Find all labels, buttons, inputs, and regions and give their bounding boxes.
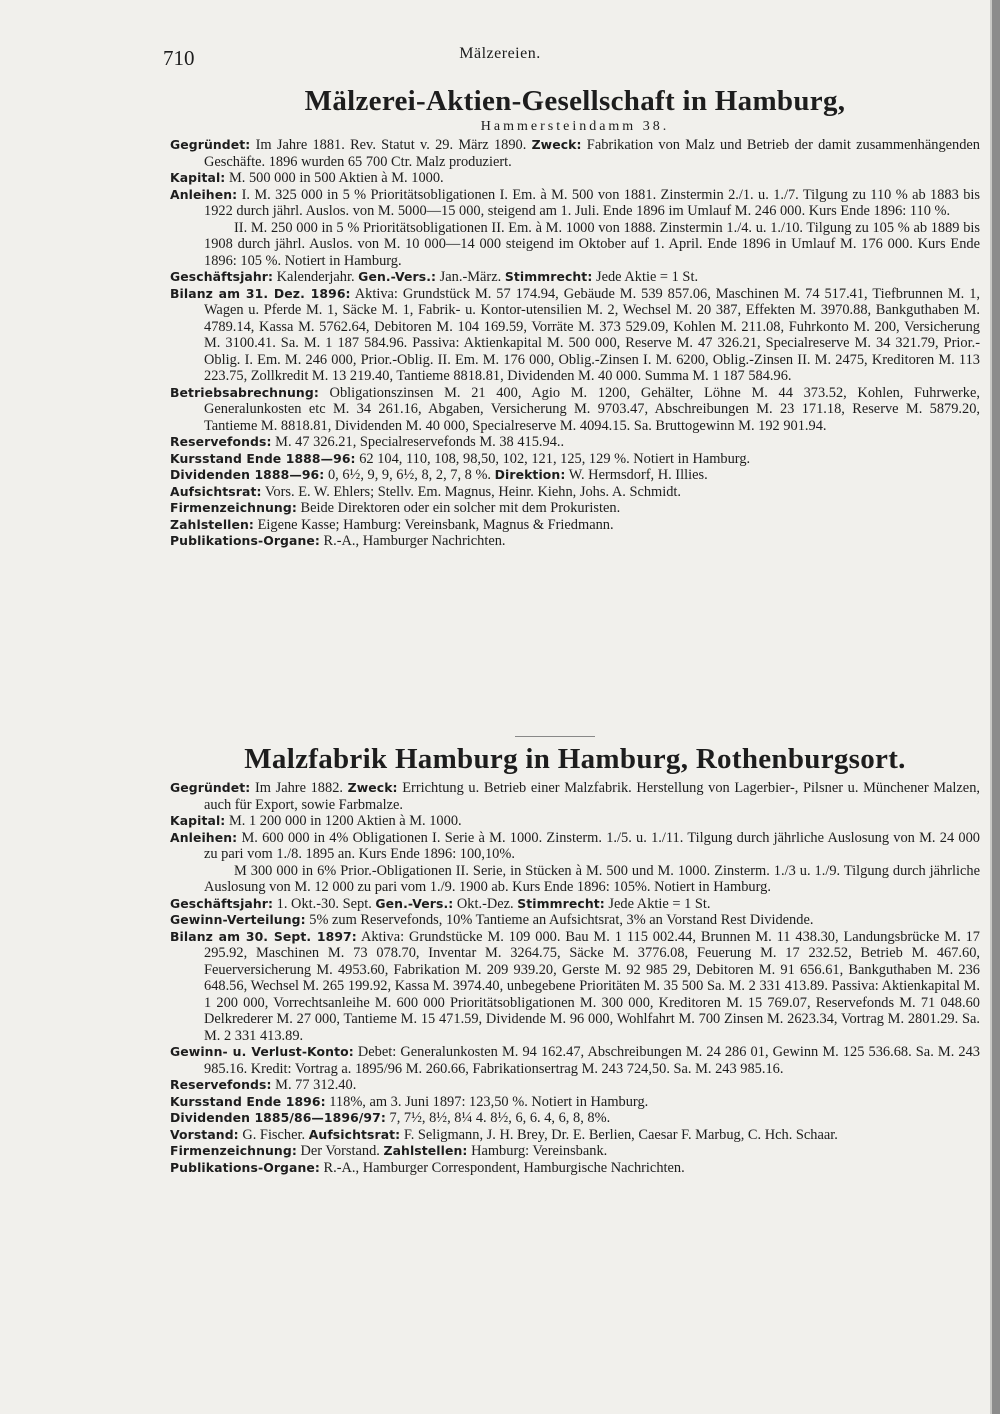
- entry-reservefonds: Reservefonds: M. 77 312.40.: [170, 1077, 357, 1093]
- entry-kapital: Kapital: M. 1 200 000 in 1200 Aktien à M. 1000.: [170, 813, 462, 829]
- page-edge: [992, 0, 1000, 1414]
- entry-dividenden: Dividenden 1888—96: 0, 6½, 9, 9, 6½, 8, 2, 7, 8 %. Direktion: W. Hermsdorf, H. Illies.: [170, 467, 708, 483]
- company-address: Hammersteindamm 38.: [480, 119, 670, 134]
- entry-gegruendet: Gegründet: Im Jahre 1881. Rev. Statut v. 29. März 1890. Zweck: Fabrikation von Malz und Betrieb der damit zusammenhängenden Geschäfte. 1896 wurden 65 700 Ctr. Malz produziert.: [170, 137, 981, 170]
- entry-kursstand: Kursstand Ende 1888—96: 62 104, 110, 108, 98,50, 102, 121, 125, 129 %. Notiert in Hamburg.: [170, 450, 751, 467]
- entry-kapital: Kapital: M. 500 000 in 500 Aktien à M. 1000.: [170, 170, 444, 186]
- entry-publikations-organe: Publikations-Organe: R.-A., Hamburger Correspondent, Hamburgische Nachrichten.: [170, 1159, 685, 1176]
- entry-dividenden: Dividenden 1885/86—1896/97: 7, 7½, 8½, 8¼ 4. 8½, 6, 6. 4, 6, 8, 8%.: [170, 1110, 611, 1126]
- entry-gegruendet: Gegründet: Im Jahre 1882. Zweck: Errichtung u. Betrieb einer Malzfabrik. Herstellung von Lagerbier-, Pilsner u. Münchener Malzen, auch für Export, sowie Farbmalze.: [170, 780, 980, 813]
- company-entry-2: [170, 742, 980, 1176]
- entry-bilanz: Bilanz am 30. Sept. 1897: Aktiva: Grundstücke M. 109 000. Bau M. 1 115 002.44, Brunnen M. 11 438.30, Landungsbrücke M. 17 295.92, Maschinen M. 73 078.70, Inventar M. 3264.75, Säcke M. 3776.08, Feuerung M. 17 232.52, Betrieb M. 467.60, Feuerversicherung M. 4953.60, Fabrikation M. 209 939.20, Gerste M. 92 985 29, Debitoren M. 91 656.61, Bankguthaben M. 236 648.56, Wechsel M. 265 199.92, Kassa M. 3974.40, unbegebene Prioritäten M. 35 500 Sa. M. 2 331 413.89. Passiva: Aktienkapital M. 1 200 000, Vorrechtsanleihe M. 600 000 Prioritätsobligationen M. 300 000, Kreditoren M. 15 769.07, Reservefonds M. 71 048.60 Delkrederer M. 27 000, Tantieme M. 15 471.59, Dividende M. 96 000, Wohlfahrt M. 700 Zinsen M. 2623.34, Vortrag M. 2801.29. Sa. M. 2 331 413.89.: [170, 928, 980, 1044]
- entry-anleihen-2: M 300 000 in 6% Prior.-Obligationen II. Serie, in Stücken à M. 500 und M. 1000. Zinsterm. 1./3 u. 1./9. Tilgung durch jährliche Auslosung von M. 12 000 zu pari vom 1./9. 1900 ab. Kurs Ende 1896: 105%. Notiert in Hamburg.: [204, 862, 980, 895]
- entry-betriebsabrechnung: Betriebsabrechnung: Obligationszinsen M. 21 400, Agio M. 1200, Gehälter, Löhne M. 44 373.52, Kohlen, Fuhrwerke, Generalunkosten etc M. 34 261.16, Abgaben, Versicherung M. 9703.47, Abschreibungen M. 23 171.18, Reserve M. 5879.20, Tantieme M. 8818.81, Dividenden M. 40 000, Specialreserve M. 4094.15. Sa. Bruttogewinn M. 192 901.94.: [170, 384, 980, 434]
- company-title: Malzfabrik Hamburg in Hamburg, Rothenburgsort.: [244, 743, 906, 775]
- company-title: Mälzerei-Aktien-Gesellschaft in Hamburg,: [304, 85, 846, 117]
- entry-bilanz: Bilanz am 31. Dez. 1896: Aktiva: Grundstück M. 57 174.94, Gebäude M. 539 857.06, Maschinen M. 74 517.41, Tiefbrunnen M. 1, Wagen u. Pferde M. 1, Säcke M. 1, Fabrik- u. Kontor-utensilien M. 2, Wechsel M. 20 387, Effekten M. 3970.88, Bankguthaben M. 4789.14, Kassa M. 5762.64, Debitoren M. 104 169.59, Vorräte M. 373 529.09, Kohlen M. 211.08, Fuhrkonto M. 200, Versicherung M. 3100.41. Sa. M. 1 187 584.96. Passiva: Aktienkapital M. 500 000, Reserve M. 47 326.21, Specialreserve M. 34 321.79, Prior.-Oblig. I. Em. M. 246 000, Prior.-Oblig. II. Em. M. 176 000, Oblig.-Zinsen I. M. 6200, Oblig.-Zinsen II. M. 2475, Kreditoren M. 113 223.75, Zollkredit M. 13 219.40, Tantieme 8818.81, Dividenden M. 40 000. Summa M. 1 187 584.96.: [170, 285, 981, 384]
- entry-vorstand: Vorstand: G. Fischer. Aufsichtsrat: F. Seligmann, J. H. Brey, Dr. E. Berlien, Caesar F. Marbug, C. Hch. Schaar.: [170, 1126, 838, 1143]
- entry-anleihen: Anleihen: M. 600 000 in 4% Obligationen I. Serie à M. 1000. Zinsterm. 1./5. u. 1./11. Tilgung durch jährliche Auslosung von M. 24 000 zu pari vom 1./8. 1895 an. Kurs Ende 1896: 100,10%.: [170, 829, 980, 862]
- entry-anleihen-2: II. M. 250 000 in 5 % Prioritätsobligationen II. Em. à M. 1000 von 1888. Zinstermin 1./4. u. 1./10. Tilgung zu 105 % ab 1889 bis 1908 durch jährl. Auslos. von M. 10 000—14 000 steigend im Oktober auf 1. April. Ende 1896 in Umlauf M. 176 000. Kurs Ende 1896: 105 %. Notiert in Hamburg.: [204, 219, 980, 269]
- entry-publikations-organe: Publikations-Organe: R.-A., Hamburger Nachrichten.: [170, 533, 506, 549]
- company-entry-1: [170, 84, 980, 550]
- page-number: 710: [163, 46, 195, 70]
- section-divider: [515, 736, 595, 737]
- entry-reservefonds: Reservefonds: M. 47 326.21, Specialreservefonds M. 38 415.94..: [170, 434, 565, 450]
- entry-aufsichtsrat: Aufsichtsrat: Vors. E. W. Ehlers; Stellv. Em. Magnus, Heinr. Kiehn, Johs. A. Schmidt.: [170, 483, 682, 500]
- entry-kursstand: Kursstand Ende 1896: 118%, am 3. Juni 1897: 123,50 %. Notiert in Hamburg.: [170, 1093, 649, 1110]
- entry-geschaeftsjahr: Geschäftsjahr: 1. Okt.-30. Sept. Gen.-Vers.: Okt.-Dez. Stimmrecht: Jede Aktie = 1 St.: [170, 895, 711, 912]
- entry-gewinn-verteilung: Gewinn-Verteilung: 5% zum Reservefonds, 10% Tantieme an Aufsichtsrat, 3% an Vorstand Rest Dividende.: [170, 912, 814, 928]
- entry-anleihen: Anleihen: I. M. 325 000 in 5 % Prioritätsobligationen I. Em. à M. 500 von 1881. Zinstermin 2./1. u. 1./7. Tilgung zu 110 % ab 1883 bis 1922 durch jährl. Auslos. von M. 5000—15 000, steigend am 1. Juli. Ende 1896 im Umlauf M. 246 000. Kurs Ende 1896: 110 %.: [170, 186, 980, 219]
- running-title: Mälzereien.: [459, 45, 541, 62]
- entry-zahlstellen: Zahlstellen: Eigene Kasse; Hamburg: Vereinsbank, Magnus & Friedmann.: [170, 516, 614, 533]
- entry-gewinn-verlust-konto: Gewinn- u. Verlust-Konto: Debet: Generalunkosten M. 94 162.47, Abschreibungen M. 24 286 01, Gewinn M. 125 536.68. Sa. M. 243 985.16. Kredit: Vortrag a. 1895/96 M. 260.66, Fabrikationsertrag M. 243 724,50. Sa. M. 243 985.16.: [170, 1044, 980, 1077]
- entry-firmenzeichnung: Firmenzeichnung: Der Vorstand. Zahlstellen: Hamburg: Vereinsbank.: [170, 1143, 608, 1159]
- entry-geschaeftsjahr: Geschäftsjahr: Kalenderjahr. Gen.-Vers.: Jan.-März. Stimmrecht: Jede Aktie = 1 St.: [170, 269, 699, 285]
- entry-firmenzeichnung: Firmenzeichnung: Beide Direktoren oder ein solcher mit dem Prokuristen.: [170, 500, 621, 516]
